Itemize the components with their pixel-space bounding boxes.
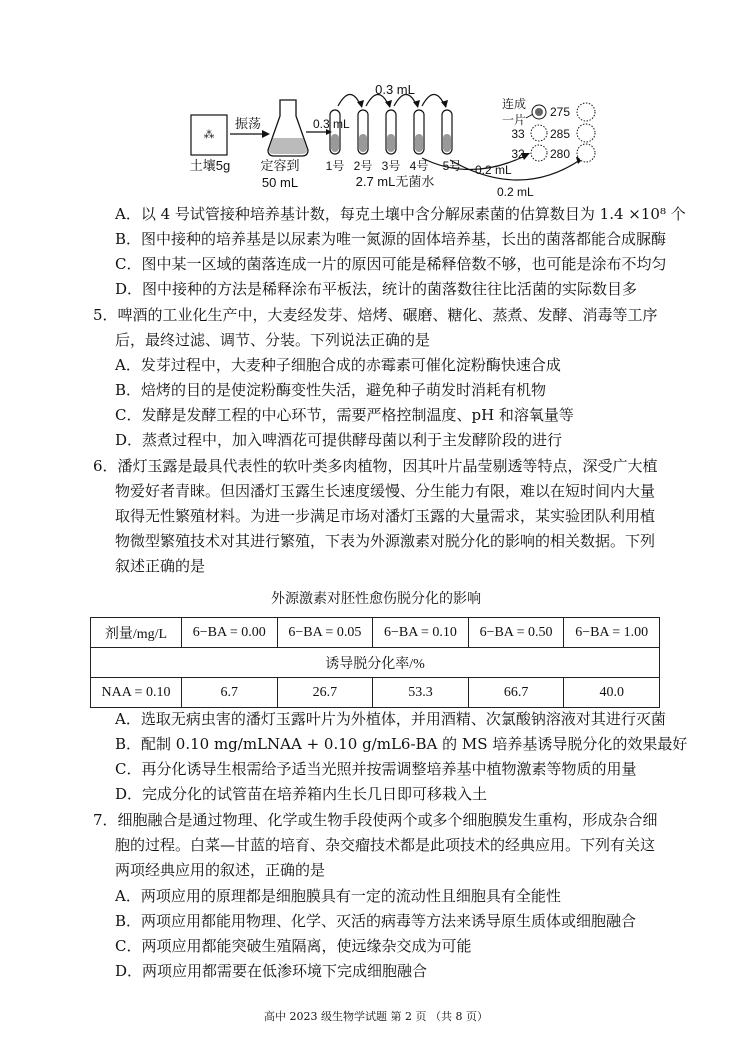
table-cell: 40.0: [564, 678, 660, 708]
q7-stem-1: 7．细胞融合是通过物理、化学或生物手段使两个或多个细胞膜发生重构，形成杂合细: [93, 811, 658, 829]
plate-right-2: [577, 124, 595, 142]
q6-stem-5: 叙述正确的是: [115, 557, 206, 575]
branch-label-2: 0.2 mL: [497, 185, 534, 199]
count-left-1: 33: [511, 127, 525, 141]
q4-option-a: A．以 4 号试管接种培养基计数，每克土壤中含分解尿素菌的估算数目为 1.4 ×10⁸ 个: [115, 205, 686, 223]
hormone-table: [90, 617, 660, 708]
branch-arrow-2: [450, 160, 580, 180]
soil-dots: ⁂: [203, 129, 215, 141]
q7-stem-3: 两项经典应用的叙述，正确的是: [115, 861, 326, 879]
table-row-label: NAA = 0.10: [91, 678, 182, 708]
q5-stem-2: 后，最终过滤、调节、分装。下列说法正确的是: [115, 331, 431, 349]
page-footer: 高中 2023 级生物学试题 第 2 页 （共 8 页）: [264, 1010, 488, 1023]
tube-2: [358, 110, 368, 154]
q6-stem-4: 物微型繁殖技术对其进行繁殖，下表为外源激素对脱分化的影响的相关数据。下列: [115, 532, 656, 550]
top-transfer-label: 0.3 mL: [375, 82, 415, 97]
q7-option-c: C．两项应用都能突破生殖隔离，使远缘杂交成为可能: [115, 937, 472, 955]
plate-left-3: [531, 145, 547, 161]
tube-label-2: 2号: [353, 159, 373, 173]
table-cell: 26.7: [277, 678, 373, 708]
table-cell: 53.3: [373, 678, 469, 708]
count-right-2: 285: [549, 127, 571, 141]
plate-right-1: [577, 103, 595, 121]
tube-label-3: 3号: [381, 159, 401, 173]
plate-left-2: [531, 125, 547, 141]
soil-label: 土壤5g: [189, 158, 231, 173]
tube-4: [414, 110, 424, 154]
q7-option-a: A．两项应用的原理都是细胞膜具有一定的流动性且细胞具有全能性: [115, 887, 561, 905]
water-label: 2.7 mL无菌水: [355, 174, 435, 189]
table-header-cell: 剂量/mg/L: [91, 618, 182, 648]
q6-option-d: D．完成分化的试管苗在培养箱内生长几日即可移栽入土: [115, 785, 488, 803]
shake-arrowhead: [262, 130, 270, 138]
tube-label-5: 5号: [442, 159, 462, 173]
dilution-diagram: [0, 0, 752, 200]
transfer-1-label: 0.3 mL: [313, 117, 350, 131]
q4-option-c: C．图中某一区域的菌落连成一片的原因可能是稀释倍数不够，也可能是涂布不均匀: [115, 255, 667, 273]
table-header-cell: 6−BA = 0.00: [181, 618, 277, 648]
q4-option-d: D．图中接种的方法是稀释涂布平板法，统计的菌落数往往比活菌的实际数目多: [115, 280, 638, 298]
q6-stem-1: 6．潘灯玉露是最具代表性的软叶类多肉植物，因其叶片晶莹剔透等特点，深受广大植: [93, 457, 658, 475]
table-header-cell: 6−BA = 0.10: [373, 618, 469, 648]
q7-option-d: D．两项应用都需要在低渗环境下完成细胞融合: [115, 962, 428, 980]
table-row: [91, 678, 660, 708]
q6-option-a: A．选取无病虫害的潘灯玉露叶片为外植体，并用酒精、次氯酸钠溶液对其进行灭菌: [115, 710, 666, 728]
flask-label-2: 50 mL: [261, 175, 299, 190]
merged-pointer: [526, 114, 533, 118]
merged-label-1: 连成: [501, 97, 527, 111]
table-caption: 外源激素对胚性愈伤脱分化的影响: [271, 591, 481, 607]
q5-option-c: C．发酵是发酵工程的中心环节，需要严格控制温度、pH 和溶氧量等: [115, 406, 574, 424]
tube-label-1: 1号: [325, 159, 345, 173]
shake-label: 振荡: [234, 116, 262, 131]
q5-option-b: B．焙烤的目的是使淀粉酶变性失活，避免种子萌发时消耗有机物: [115, 381, 547, 399]
count-right-1: 275: [549, 105, 571, 119]
table-cell: 6.7: [181, 678, 277, 708]
curve-arrow-1-2: [338, 94, 360, 106]
q7-option-b: B．两项应用都能用物理、化学、灭活的病毒等方法来诱导原生质体或细胞融合: [115, 912, 637, 930]
table-header-cell: 6−BA = 0.05: [277, 618, 373, 648]
plate-merged-patch: [535, 108, 543, 116]
flask-label-1: 定容到: [260, 158, 300, 173]
q5-stem-1: 5．啤酒的工业化生产中，大麦经发芽、焙烤、碾磨、糖化、蒸煮、发酵、消毒等工序: [93, 306, 658, 324]
tube-label-4: 4号: [409, 159, 429, 173]
branch-label-1: 0.2 mL: [475, 163, 512, 177]
q6-stem-3: 取得无性繁殖材料。为进一步满足市场对潘灯玉露的大量需求，某实验团队利用植: [115, 507, 656, 525]
q4-option-b: B．图中接种的培养基是以尿素为唯一氮源的固体培养基，长出的菌落都能合成脲酶: [115, 230, 667, 248]
q7-stem-2: 胞的过程。白菜—甘蓝的培育、杂交瘤技术都是此项技术的经典应用。下列有关这: [115, 836, 656, 854]
curve-arrow-4-5: [422, 94, 444, 106]
table-header-cell: 6−BA = 0.50: [468, 618, 564, 648]
q6-stem-2: 物爱好者青睐。但因潘灯玉露生长速度缓慢、分生能力有限，难以在短时间内大量: [115, 482, 656, 500]
table-cell: 66.7: [468, 678, 564, 708]
merged-label-2: 一片: [501, 113, 527, 127]
table-subheader-row: [91, 648, 660, 678]
table-subheader-cell: 诱导脱分化率/%: [91, 648, 660, 678]
tube-5: [442, 110, 452, 154]
table-header-row: [91, 618, 660, 648]
plate-right-3: [577, 144, 595, 162]
q5-option-d: D．蒸煮过程中，加入啤酒花可提供酵母菌以利于主发酵阶段的进行: [115, 431, 563, 449]
flask-liquid: [269, 138, 307, 154]
q6-option-b: B．配制 0.10 mg/mLNAA + 0.10 g/mL6-BA 的 MS 培养基诱导脱分化的效果最好: [115, 735, 688, 753]
tube-3: [386, 110, 396, 154]
count-right-3: 280: [549, 147, 571, 161]
table-header-cell: 6−BA = 1.00: [564, 618, 660, 648]
q6-option-c: C．再分化诱导生根需给予适当光照并按需调整培养基中植物激素等物质的用量: [115, 760, 637, 778]
count-left-2: 32: [511, 147, 525, 161]
q5-option-a: A．发芽过程中，大麦种子细胞合成的赤霉素可催化淀粉酶快速合成: [115, 356, 561, 374]
